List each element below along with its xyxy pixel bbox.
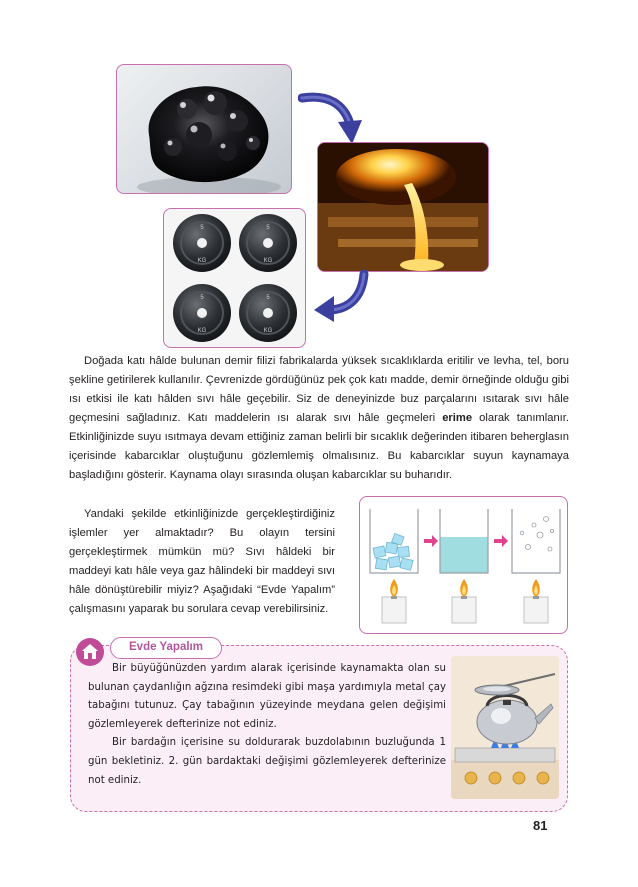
plate-weight-label: 5 [200,295,204,301]
arrow-curved-icon [298,88,368,146]
main-text-part2: olarak tanımlanır. Etkinliğinizde suyu ısıtmaya devam ettiğiniz zaman belirli bir sıcaklık değerinden itibaren beherglasın içerisinde kabarcıklar oluştuğunu gözlemlemiş olmalısınız. Bu kabarcıklar suyun kaynamaya başladığını gösterir. Kaynama olayı sırasında oluşan kabarcıklar su buharıdır. [69,412,570,481]
plate-weight-label: 5 [266,295,270,301]
beaker-vapor [512,509,560,573]
evde-yapalim-text [88,660,446,790]
side-text: Yandaki şekilde etkinliğinizde gerçekleştirdiğiniz işlemler yer almaktadır? Bu olayın tersini gerçekleştirmek mümkün mü? Sıvı hâldeki bir maddeyi katı hâle veya gaz hâlindeki bir maddeyi sıvı hâle dönüştürebilir miyiz? Aşağıdaki “Evde Yapalım” çalışmasını yaparak bu sorulara cevap verebilirsiniz. [69,508,335,615]
weight-plates-image [164,209,306,348]
kettle-with-saucer-image [451,656,559,799]
plate-weight-label: 5 [200,225,204,231]
iron-ore-image [117,65,292,194]
kettle-illustration [451,656,559,799]
evde-yapalim-title: Evde Yapalım [110,637,222,659]
side-paragraph [69,505,335,619]
beaker-ice [370,509,418,573]
plate-unit-label: KG [263,258,273,264]
iron-ore-photo [116,64,292,194]
melting-boiling-diagram [360,497,566,632]
arrow-curved-icon [312,268,374,324]
burner-flame [524,579,548,623]
burner-flame [382,579,406,623]
weight-plates-photo [163,208,306,348]
beaker-water [440,509,488,573]
plate-unit-label: KG [263,328,273,334]
evde-paragraph-2: Bir bardağın içerisine su doldurarak buzdolabının buzluğunda 1 gün bekletiniz. 2. gün bardaktaki değişimi gözlemleyerek defterinize not ediniz. [88,737,446,786]
burner-flame [452,579,476,623]
arrow-right-icon [424,535,438,547]
arrow-right-icon [494,535,508,547]
molten-iron-image [318,143,489,272]
plate-unit-label: KG [197,328,207,334]
plate-unit-label: KG [197,258,207,264]
plate-weight-label: 5 [266,225,270,231]
main-paragraph [69,352,569,485]
experiment-diagram [359,496,568,634]
evde-paragraph-1: Bir büyüğünüzden yardım alarak içerisinde kaynamakta olan su bulunan çaydanlığın ağzına resimdeki gibi maşa yardımıyla metal çay tabağını tutunuz. Çay tabağının yüzeyinde meydana gelen değişimi gözlemleyerek defterinize not ediniz. [88,663,446,730]
molten-iron-photo [317,142,489,272]
main-text-part1: Doğada katı hâlde bulunan demir filizi fabrikalarda yüksek sıcaklıklarda eritilir ve levha, tel, boru şekline getirilerek kullanılır. Çevrenizde gördüğünüz pek çok katı madde, demir örneğinde olduğu gibi ısı etkisi ile katı hâlden sıvı hâle geçebilir. Siz de deneyinizde buz parçalarını ısıtarak sıvı hâle geçmesini sağladınız. Katı maddelerin ısı alarak sıvı hâle geçmeleri [69,355,569,424]
page-number: 81 [533,818,548,833]
term-erime: erime [442,412,473,424]
